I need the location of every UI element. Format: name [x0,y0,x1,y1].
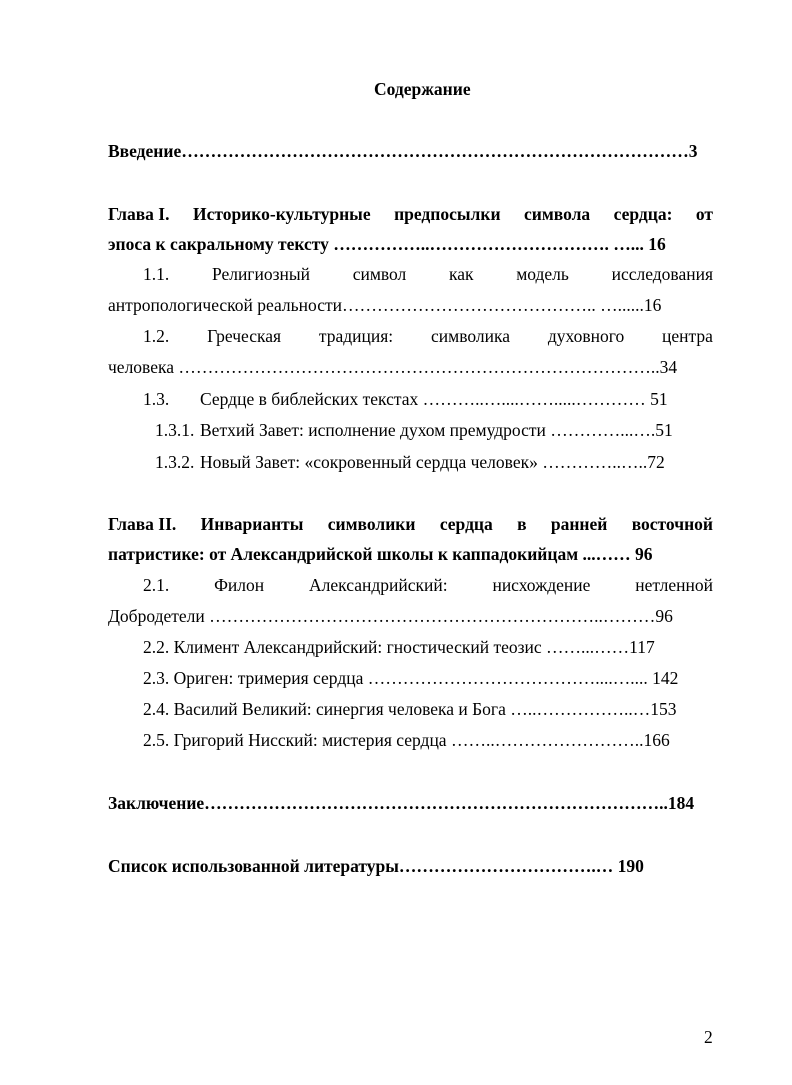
toc-word: 1.2. [143,326,170,346]
toc-word: Историко-культурные [192,204,371,224]
toc-word: Религиозный [211,264,310,284]
toc-word: символа [523,204,591,224]
toc-word: восточной [631,514,713,534]
toc-word: от [695,204,713,224]
toc-section-2-1-cont: Добродетели …………………………………………………………..………96 [108,606,673,626]
page-number: 2 [704,1027,713,1047]
toc-word: Александрийский: [309,575,448,595]
toc-section-1-2-cont: человека ………………………………………………………………………..34 [108,357,678,377]
toc-word: 2.1. [143,575,170,595]
toc-word: ранней [550,514,608,534]
toc-section-2-5: 2.5. Григорий Нисский: мистерия сердца ……..……………………..166 [143,730,670,750]
toc-chapter-2-heading-cont: патристике: от Александрийской школы к каппадокийцам ...…… 96 [108,544,653,564]
toc-word: символики [327,514,416,534]
page-title: Содержание [374,79,471,99]
toc-section-1-3-number: 1.3. [143,389,170,409]
toc-word: духовного [547,326,625,346]
toc-word: центра [662,326,713,346]
toc-section-1-1-cont: антропологической реальности…………………………………….. …......16 [108,295,662,315]
toc-word: сердца: [613,204,673,224]
toc-word: Инварианты [200,514,304,534]
toc-section-2-1 [143,574,713,596]
toc-word: сердца [439,514,493,534]
toc-word: модель [516,264,569,284]
toc-section-1-3-1-number: 1.3.1. [155,420,195,440]
toc-section-1-2 [143,325,713,347]
toc-word: символика [431,326,510,346]
toc-word: Глава I. [108,204,170,224]
toc-conclusion: Заключение……………………………………………………………………..184 [108,793,695,813]
toc-word: предпосылки [394,204,501,224]
toc-word: Греческая [207,326,282,346]
toc-word: Филон [214,575,265,595]
toc-chapter-1-heading [108,203,713,225]
toc-section-2-2: 2.2. Климент Александрийский: гностический теозис ……...……117 [143,637,655,657]
toc-word: символ [352,264,407,284]
toc-word: как [448,264,474,284]
toc-word: традиция: [318,326,394,346]
toc-section-2-4: 2.4. Василий Великий: синергия человека и Бога …..……………..…153 [143,699,677,719]
toc-introduction: Введение……………………………………………………………………………3 [108,141,698,161]
toc-section-2-3: 2.3. Ориген: тримерия сердца …………………………………....….... 142 [143,668,679,688]
toc-section-1-3-1: Ветхий Завет: исполнение духом премудрости …………...….51 [200,420,673,440]
toc-section-1-3-2-number: 1.3.2. [155,452,195,472]
toc-chapter-2-heading [108,513,713,535]
toc-word: в [517,514,527,534]
toc-chapter-1-heading-cont: эпоса к сакральному тексту ……………..…………………………. …... 16 [108,234,666,254]
toc-section-1-3: Сердце в библейских текстах ………..…....…….....………… 51 [200,389,668,409]
toc-word: 1.1. [143,264,170,284]
toc-word: Глава II. [108,514,177,534]
toc-section-1-3-2: Новый Завет: «сокровенный сердца человек» …………..…..72 [200,452,665,472]
toc-word: исследования [611,264,713,284]
toc-word: нисхождение [492,575,591,595]
toc-section-1-1 [143,263,713,285]
toc-bibliography: Список использованной литературы…………………………….… 190 [108,856,644,876]
toc-word: нетленной [635,575,713,595]
